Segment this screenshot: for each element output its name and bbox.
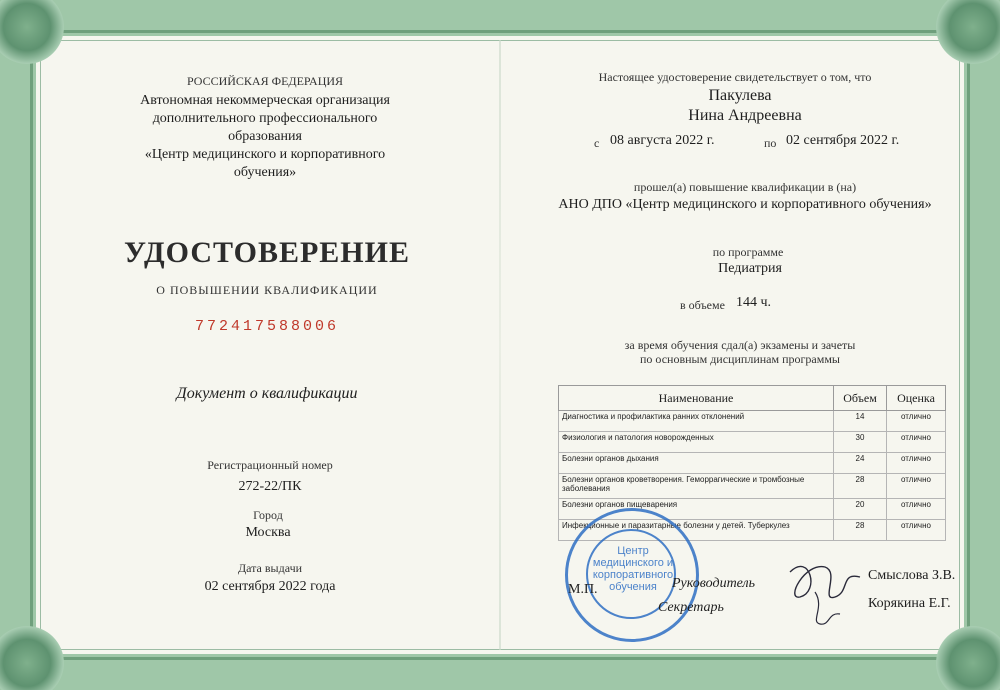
discipline-volume: 20 xyxy=(834,499,887,520)
to-label: по xyxy=(764,136,777,150)
program-label: по программе xyxy=(712,245,784,259)
seal-place-label: М.П. xyxy=(568,582,598,597)
document-subtitle: О ПОВЫШЕНИИ КВАЛИФИКАЦИИ xyxy=(156,283,378,297)
volume-value: 144 ч. xyxy=(736,295,772,310)
surname: Пакулева xyxy=(708,87,772,104)
signature-image xyxy=(780,552,870,632)
discipline-name: Инфекционные и паразитарные болезни у детей. Туберкулез xyxy=(559,520,834,541)
discipline-name: Болезни органов пищеварения xyxy=(559,499,834,520)
discipline-volume: 28 xyxy=(834,520,887,541)
discipline-grade: отлично xyxy=(887,474,946,499)
discipline-grade: отлично xyxy=(887,411,946,432)
volume-label: в объеме xyxy=(680,298,725,312)
column-header-grade: Оценка xyxy=(887,386,946,411)
serial-number: 772417588006 xyxy=(194,318,340,335)
document-type: Документ о квалификации xyxy=(176,385,358,402)
head-label: Руководитель xyxy=(672,576,756,591)
given-names: Нина Андреевна xyxy=(688,107,802,124)
discipline-volume: 14 xyxy=(834,411,887,432)
discipline-grade: отлично xyxy=(887,453,946,474)
discipline-name: Физиология и патология новорожденных xyxy=(559,432,834,453)
secretary-name: Корякина Е.Г. xyxy=(868,596,951,611)
org-line-3: образования xyxy=(228,129,302,144)
column-header-name: Наименование xyxy=(559,386,834,411)
column-header-volume: Объем xyxy=(834,386,887,411)
table-row xyxy=(559,453,946,474)
to-date: 02 сентября 2022 г. xyxy=(786,133,900,148)
issue-date: 02 сентября 2022 года xyxy=(204,579,336,594)
table-header-row xyxy=(559,386,946,411)
page-fold xyxy=(499,40,501,650)
table-row xyxy=(559,411,946,432)
passed-label: прошел(а) повышение квалификации в (на) xyxy=(633,180,857,194)
from-date: 08 августа 2022 г. xyxy=(610,133,715,148)
stamp-text: Центр медицинского и корпоративного обучения xyxy=(592,545,674,593)
document-title: УДОСТОВЕРЕНИЕ xyxy=(124,236,410,269)
discipline-grade: отлично xyxy=(887,520,946,541)
issue-date-label: Дата выдачи xyxy=(237,561,303,575)
intro-text: Настоящее удостоверение свидетельствует о том, что xyxy=(598,70,872,84)
discipline-name: Болезни органов кроветворения. Геморрагические и тромбозные заболевания xyxy=(559,474,834,499)
program-name: Педиатрия xyxy=(718,261,782,276)
from-label: с xyxy=(594,136,600,150)
exams-line-2: по основным дисциплинам программы xyxy=(639,352,841,366)
discipline-volume: 24 xyxy=(834,453,887,474)
exams-line-1: за время обучения сдал(а) экзамены и зачеты xyxy=(624,338,856,352)
org-line-4: «Центр медицинского и корпоративного xyxy=(144,147,386,162)
reg-number-label: Регистрационный номер xyxy=(207,458,333,472)
discipline-volume: 30 xyxy=(834,432,887,453)
org-line-5: обучения» xyxy=(233,165,297,180)
official-stamp xyxy=(565,508,699,642)
discipline-volume: 28 xyxy=(834,474,887,499)
table-row xyxy=(559,432,946,453)
country-label: РОССИЙСКАЯ ФЕДЕРАЦИЯ xyxy=(186,74,344,88)
secretary-label: Секретарь xyxy=(658,600,724,615)
reg-number: 272-22/ПК xyxy=(238,479,302,494)
table-row xyxy=(559,474,946,499)
head-name: Смыслова З.В. xyxy=(868,568,956,583)
discipline-grade: отлично xyxy=(887,499,946,520)
organization-name: АНО ДПО «Центр медицинского и корпоративного обучения» xyxy=(558,197,932,212)
org-line-2: дополнительного профессионального xyxy=(152,111,378,126)
discipline-name: Болезни органов дыхания xyxy=(559,453,834,474)
discipline-name: Диагностика и профилактика ранних отклонений xyxy=(559,411,834,432)
org-line-1: Автономная некоммерческая организация xyxy=(140,93,390,108)
discipline-grade: отлично xyxy=(887,432,946,453)
city-value: Москва xyxy=(245,525,291,540)
city-label: Город xyxy=(253,508,283,522)
